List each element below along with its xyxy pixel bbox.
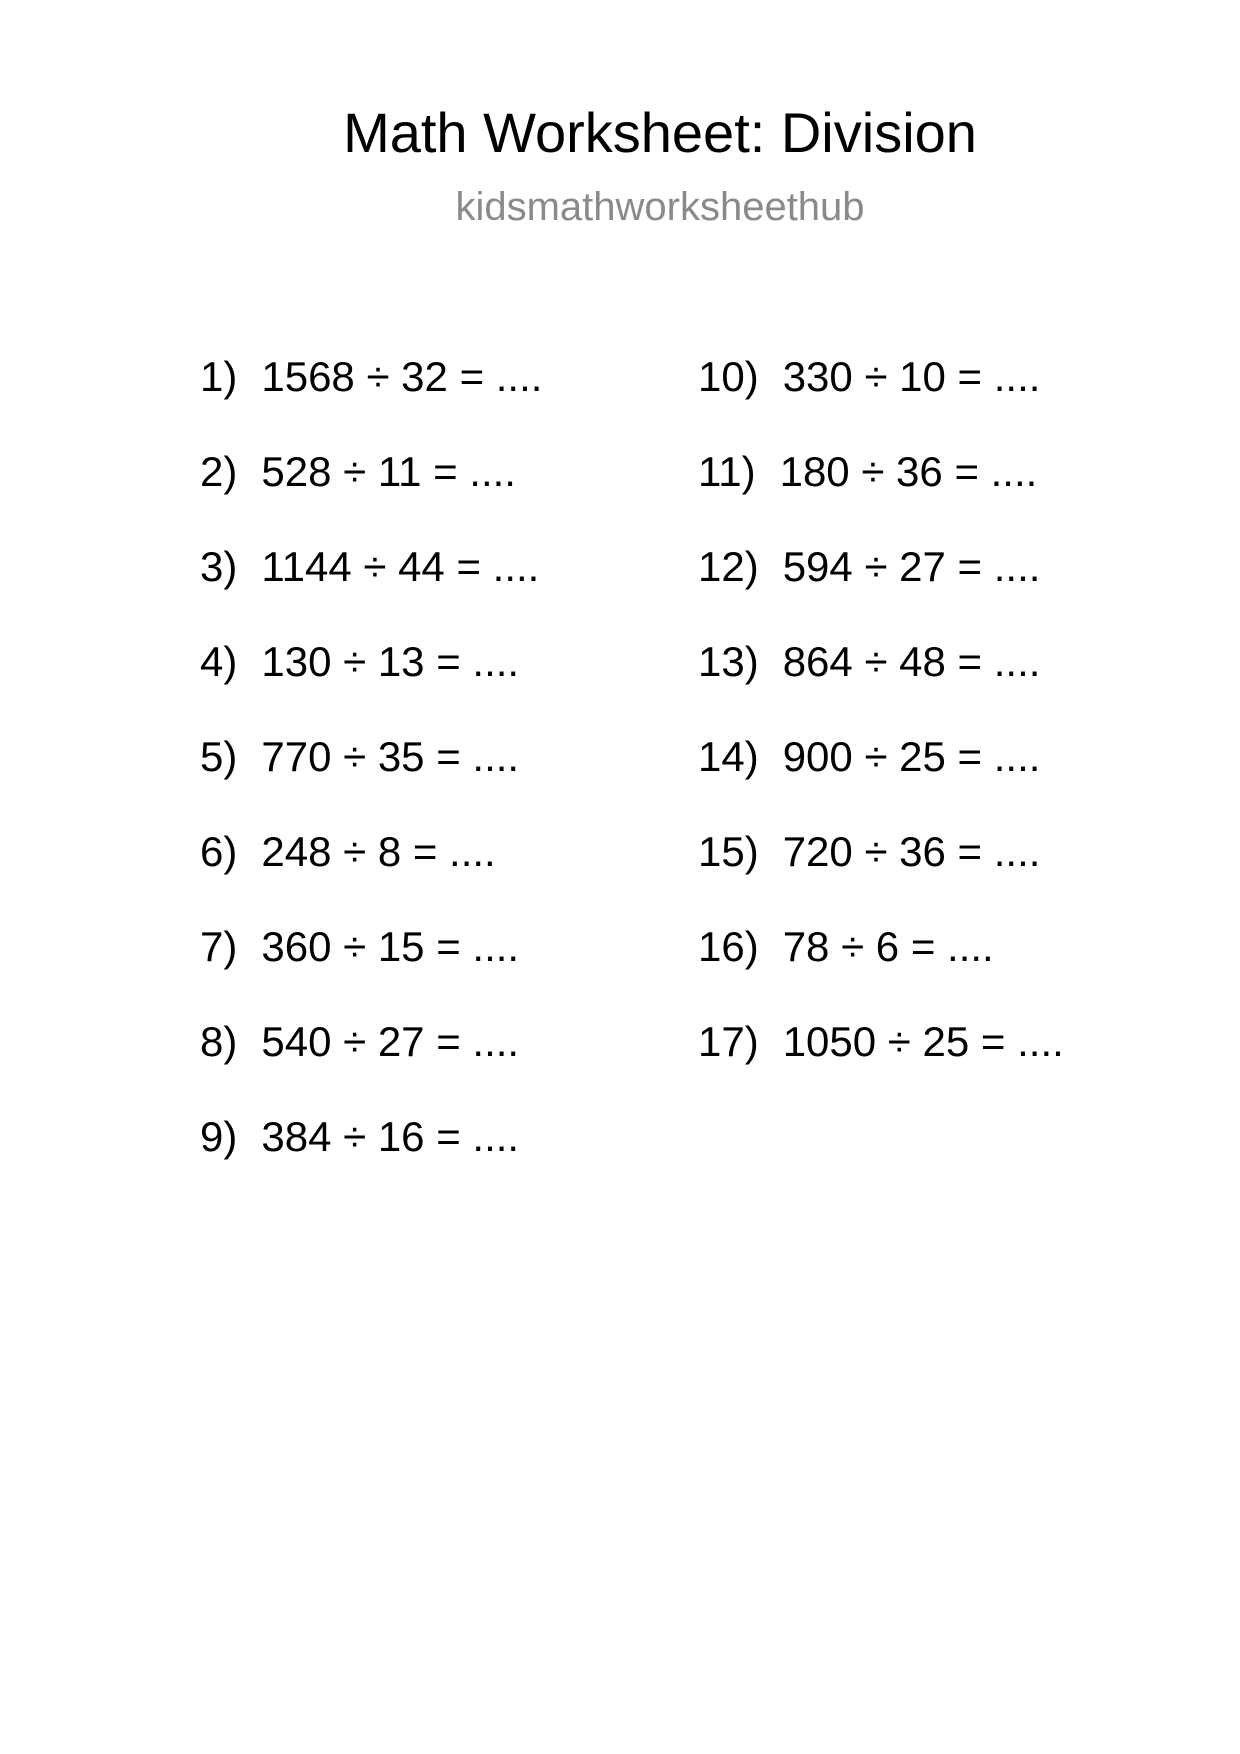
problem-expression: 900 ÷ 25 = ....	[782, 733, 1041, 780]
problem-number: 14)	[698, 733, 759, 780]
problem-expression: 384 ÷ 16 = ....	[261, 1113, 520, 1160]
problem-number: 16)	[698, 923, 759, 970]
problem-item	[200, 727, 542, 822]
problem-expression: 1050 ÷ 25 = ....	[782, 1018, 1064, 1065]
problem-expression: 330 ÷ 10 = ....	[782, 353, 1041, 400]
problem-item	[200, 347, 542, 442]
problem-number: 10)	[698, 353, 759, 400]
problem-item	[698, 347, 1064, 442]
problem-item	[698, 1012, 1064, 1107]
problem-number: 1)	[200, 353, 238, 400]
problem-item	[200, 537, 542, 632]
problem-item	[698, 632, 1064, 727]
problem-expression: 540 ÷ 27 = ....	[261, 1018, 520, 1065]
problem-expression: 594 ÷ 27 = ....	[782, 543, 1041, 590]
problem-expression: 130 ÷ 13 = ....	[261, 638, 520, 685]
problem-expression: 528 ÷ 11 = ....	[261, 448, 516, 495]
problem-item	[200, 632, 542, 727]
problem-number: 4)	[200, 638, 238, 685]
problem-number: 5)	[200, 733, 238, 780]
problem-item	[200, 1012, 542, 1107]
problem-expression: 1144 ÷ 44 = ....	[261, 543, 540, 590]
problem-number: 17)	[698, 1018, 759, 1065]
problem-item	[200, 822, 542, 917]
problem-item	[698, 822, 1064, 917]
problem-item	[200, 1107, 542, 1202]
page-subtitle: kidsmathworksheethub	[455, 185, 865, 229]
problem-number: 11)	[698, 448, 756, 495]
problem-number: 13)	[698, 638, 759, 685]
problem-item	[698, 727, 1064, 822]
problem-expression: 864 ÷ 48 = ....	[782, 638, 1041, 685]
problem-number: 7)	[200, 923, 238, 970]
problem-expression: 78 ÷ 6 = ....	[782, 923, 994, 970]
problem-item	[698, 442, 1064, 537]
problem-number: 6)	[200, 828, 238, 875]
problem-number: 15)	[698, 828, 759, 875]
problem-number: 3)	[200, 543, 238, 590]
problem-expression: 248 ÷ 8 = ....	[261, 828, 496, 875]
problem-item	[698, 537, 1064, 632]
problem-number: 12)	[698, 543, 759, 590]
problem-item	[698, 917, 1064, 1012]
problem-expression: 180 ÷ 36 = ....	[779, 448, 1038, 495]
problem-number: 2)	[200, 448, 238, 495]
problem-number: 9)	[200, 1113, 238, 1160]
problem-expression: 360 ÷ 15 = ....	[261, 923, 520, 970]
problem-number: 8)	[200, 1018, 238, 1065]
problem-expression: 1568 ÷ 32 = ....	[261, 353, 543, 400]
problem-expression: 770 ÷ 35 = ....	[261, 733, 520, 780]
problem-item	[200, 917, 542, 1012]
page-title: Math Worksheet: Division	[343, 101, 977, 164]
problem-item	[200, 442, 542, 537]
problems-right-column	[698, 347, 1064, 1107]
problem-expression: 720 ÷ 36 = ....	[782, 828, 1041, 875]
problems-left-column	[200, 347, 542, 1202]
